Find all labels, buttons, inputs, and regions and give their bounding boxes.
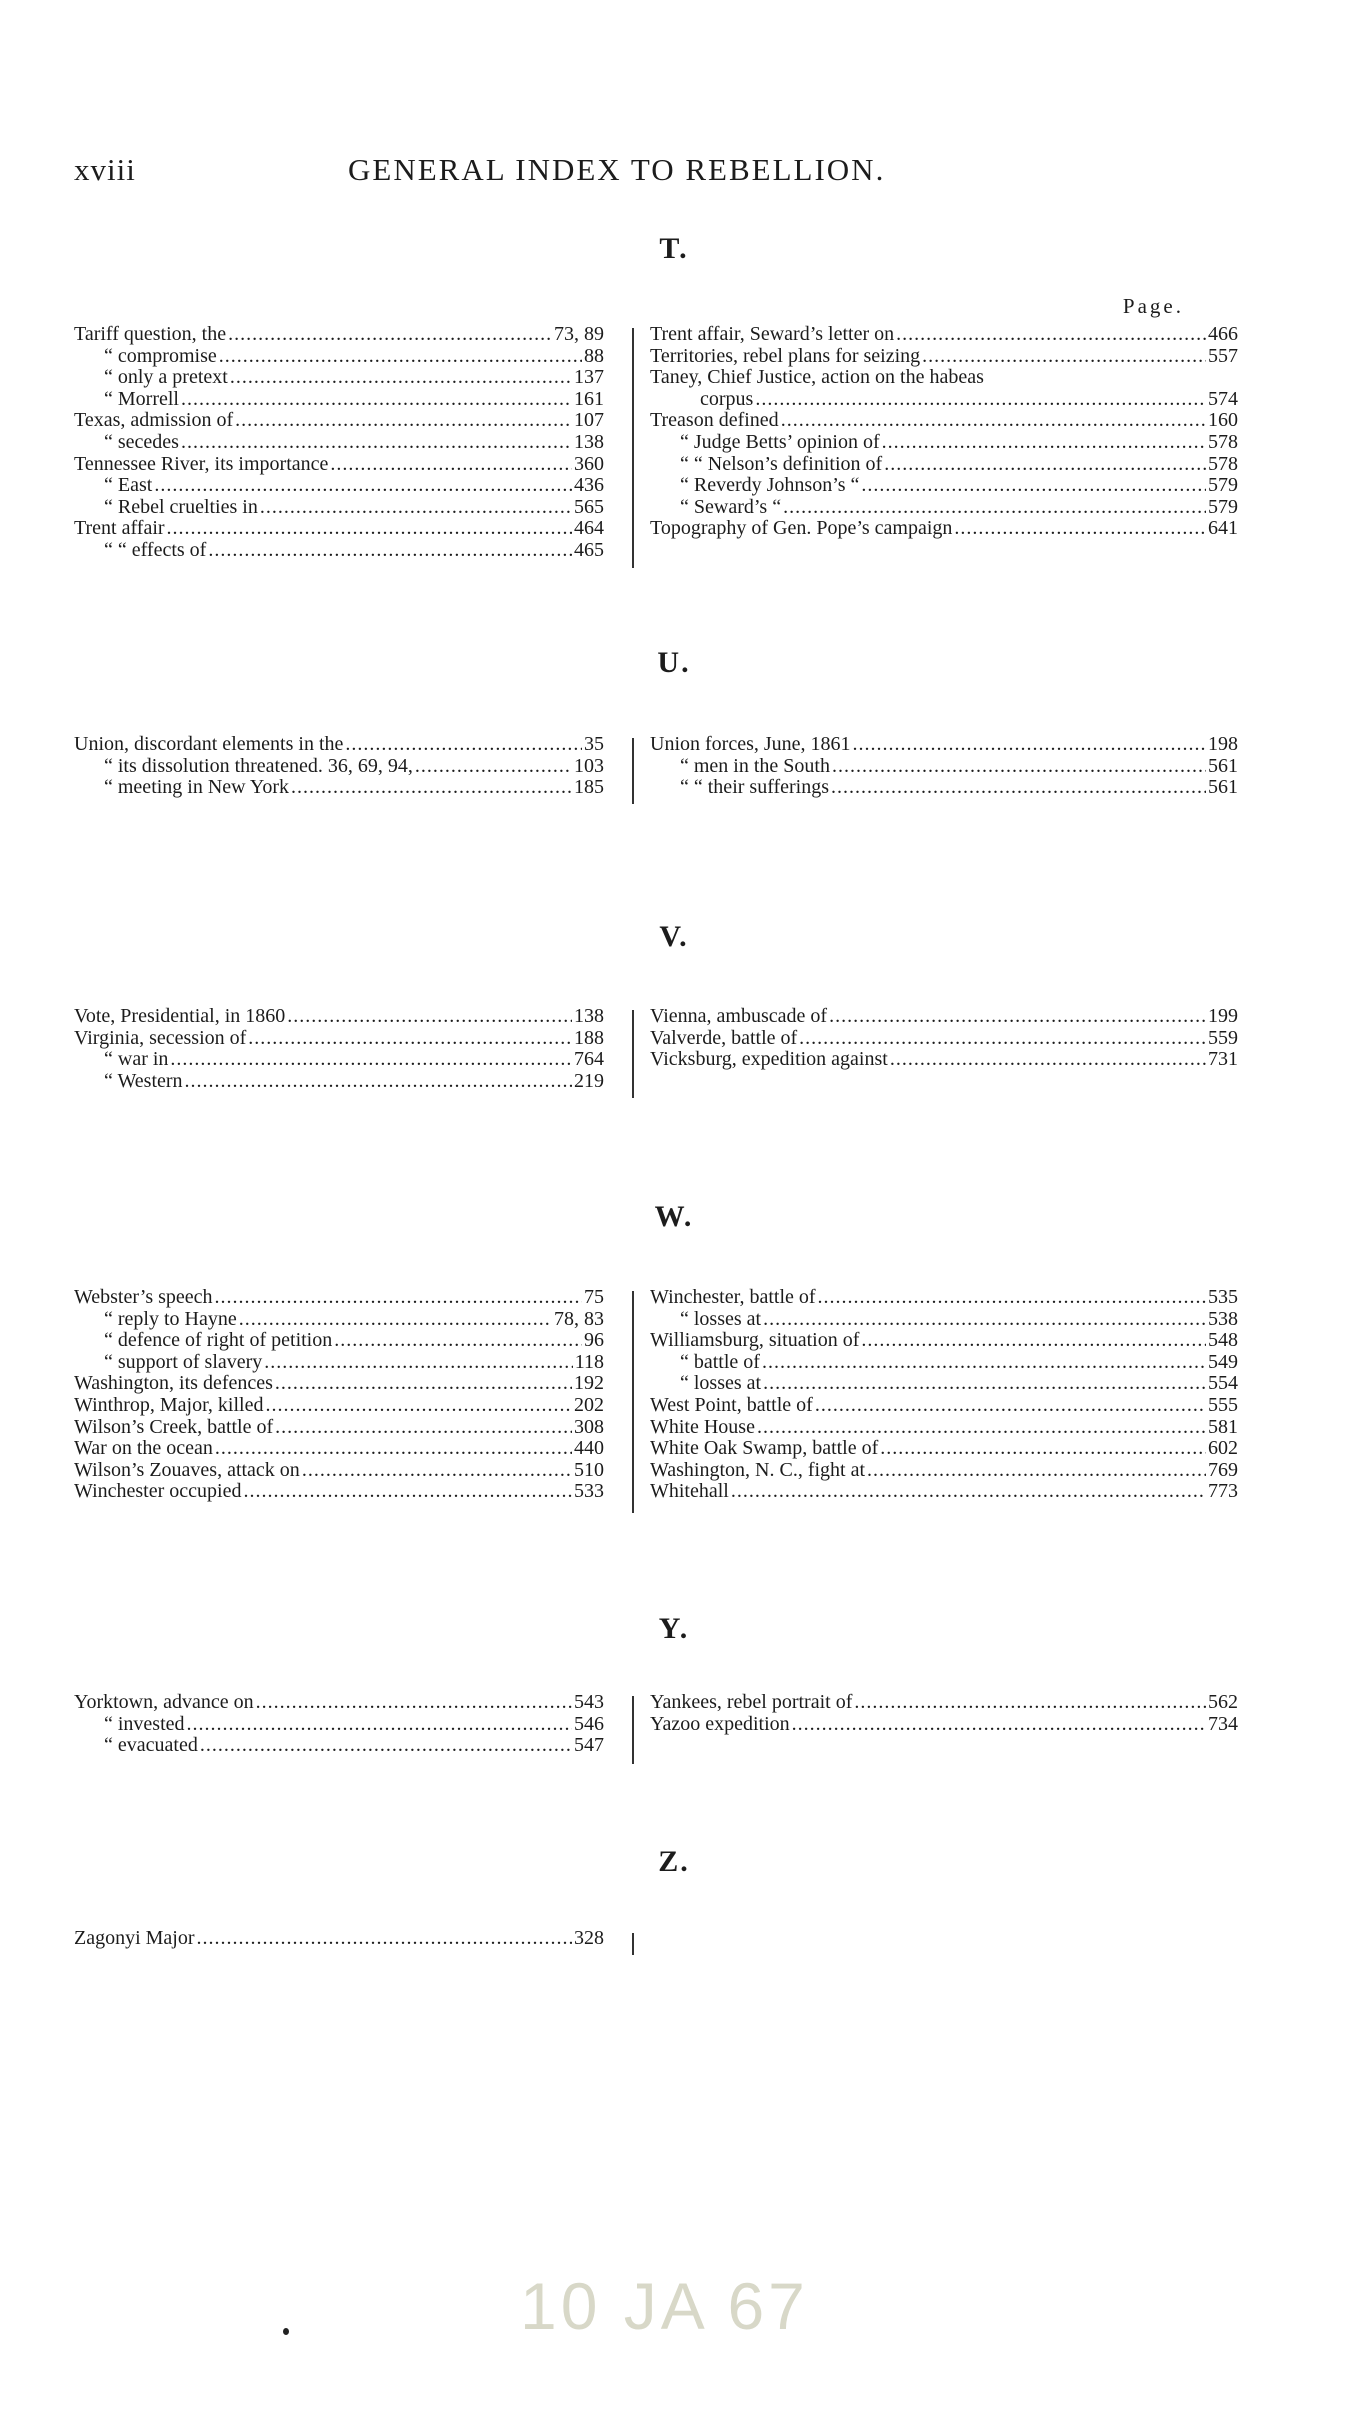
entry-heading: “ Reverdy Johnson’s “ (680, 474, 860, 497)
page-reference: 731 (1208, 1048, 1238, 1071)
page-reference: 360 (574, 452, 604, 475)
index-entry (650, 1714, 1238, 1736)
index-entry (74, 1438, 604, 1460)
dot-leader (781, 410, 1206, 432)
dot-leader (260, 497, 572, 519)
dot-leader (187, 1714, 572, 1736)
entry-heading: Tennessee River, its importance (74, 452, 329, 475)
page-reference: 138 (574, 1005, 604, 1027)
index-entry (74, 540, 604, 562)
page-reference: 199 (1208, 1005, 1238, 1027)
dot-leader (197, 1928, 572, 1950)
index-entry (74, 389, 604, 411)
page-reference: 88 (584, 344, 604, 367)
index-entry (650, 1692, 1238, 1714)
page-reference: 533 (574, 1480, 604, 1503)
left-column (74, 1287, 604, 1503)
right-column (650, 324, 1238, 540)
page-reference: 561 (1208, 754, 1238, 777)
entry-heading: Trent affair, Seward’s letter on (650, 323, 895, 345)
entry-heading: Virginia, secession of (74, 1026, 247, 1049)
page-reference: 466 (1208, 323, 1238, 345)
right-column (650, 1287, 1238, 1503)
page-reference: 581 (1208, 1415, 1238, 1438)
index-entry (74, 1006, 604, 1028)
left-column (74, 324, 604, 562)
entry-heading: “ East (104, 474, 153, 497)
entry-heading: Winchester occupied (74, 1480, 242, 1503)
entry-heading: “ Judge Betts’ opinion of (680, 430, 880, 453)
index-entry (650, 1028, 1238, 1050)
right-column (650, 734, 1238, 799)
dot-leader (167, 518, 572, 540)
index-entry (650, 324, 1238, 346)
dot-leader (783, 497, 1206, 519)
page-reference: 548 (1208, 1329, 1238, 1352)
dot-leader (799, 1028, 1206, 1050)
index-entry (650, 1287, 1238, 1309)
index-entry (650, 1395, 1238, 1417)
dot-leader (264, 1352, 572, 1374)
dot-leader (200, 1735, 572, 1757)
page-reference: 73, 89 (554, 323, 604, 345)
index-entry (650, 1049, 1238, 1071)
entry-heading: Yankees, rebel portrait of (650, 1691, 853, 1713)
page-reference: 557 (1208, 344, 1238, 367)
dot-leader (219, 346, 582, 368)
left-column (74, 1006, 604, 1092)
index-entry (650, 1330, 1238, 1352)
entry-heading: Union, discordant elements in the (74, 733, 344, 755)
index-entry (650, 346, 1238, 368)
entry-heading: War on the ocean (74, 1437, 213, 1460)
index-entry (650, 389, 1238, 411)
entry-heading: Vicksburg, expedition against (650, 1048, 888, 1071)
entry-heading: Trent affair (74, 517, 165, 540)
page-reference: 75 (584, 1286, 604, 1308)
index-entry (650, 432, 1238, 454)
page-reference: 535 (1208, 1286, 1238, 1308)
dot-leader (215, 1287, 582, 1309)
dot-leader (181, 389, 572, 411)
index-entry (74, 1714, 604, 1736)
section-letter: W. (654, 1200, 694, 1233)
index-entry (650, 518, 1238, 540)
entry-heading: “ defence of right of petition (104, 1329, 333, 1352)
index-entry (74, 367, 604, 389)
section-w (74, 1200, 1238, 1580)
page-reference: 160 (1208, 409, 1238, 432)
dot-leader (334, 1330, 582, 1352)
page-reference: 192 (574, 1372, 604, 1395)
entry-heading: Wilson’s Creek, battle of (74, 1415, 274, 1438)
index-entry (650, 367, 1238, 389)
entry-heading: Williamsburg, situation of (650, 1329, 860, 1352)
entry-heading: “ losses at (680, 1372, 762, 1395)
dot-leader (890, 1049, 1206, 1071)
column-divider (632, 1933, 634, 1955)
entry-heading: Zagonyi Major (74, 1927, 195, 1949)
entry-heading: Yorktown, advance on (74, 1691, 254, 1713)
page-reference: 464 (574, 517, 604, 540)
section-letter: V. (659, 920, 689, 953)
entry-heading: “ Western (104, 1069, 183, 1092)
dot-leader (853, 734, 1206, 756)
page-reference: 769 (1208, 1458, 1238, 1481)
entry-heading: “ invested (104, 1712, 185, 1735)
dot-leader (248, 1028, 572, 1050)
page-reference: 543 (574, 1691, 604, 1713)
index-entry (650, 454, 1238, 476)
index-entry (650, 1438, 1238, 1460)
index-entry (650, 475, 1238, 497)
index-entry (74, 1460, 604, 1482)
page-reference: 555 (1208, 1393, 1238, 1416)
dot-leader (792, 1714, 1206, 1736)
column-divider (632, 738, 634, 804)
page-reference: 35 (584, 733, 604, 755)
left-column (74, 1928, 604, 1950)
entry-heading: “ meeting in New York (104, 776, 289, 799)
section-letter: U. (657, 646, 691, 679)
page-reference: 78, 83 (554, 1307, 604, 1330)
dot-leader (230, 367, 572, 389)
dot-leader (763, 1373, 1206, 1395)
dot-leader (291, 777, 572, 799)
section-v (74, 920, 1238, 1140)
dot-leader (831, 777, 1206, 799)
entry-heading: Washington, its defences (74, 1372, 273, 1395)
entry-heading: “ war in (104, 1048, 169, 1071)
page-reference: 578 (1208, 452, 1238, 475)
entry-heading: “ secedes (104, 430, 179, 453)
dot-leader (922, 346, 1206, 368)
page-reference: 547 (574, 1734, 604, 1757)
dot-leader (896, 324, 1206, 346)
page-reference: 219 (574, 1069, 604, 1092)
page-reference: 554 (1208, 1372, 1238, 1395)
dot-leader (154, 475, 572, 497)
dot-leader (832, 756, 1206, 778)
entry-heading: “ Rebel cruelties in (104, 495, 258, 518)
page-reference: 549 (1208, 1350, 1238, 1373)
column-divider (632, 1291, 634, 1513)
entry-heading: “ reply to Hayne (104, 1307, 237, 1330)
index-entry (74, 1417, 604, 1439)
library-date-stamp: 10 JA 67 (520, 2269, 809, 2343)
entry-heading: “ support of slavery (104, 1350, 263, 1373)
entry-heading: Territories, rebel plans for seizing (650, 344, 921, 367)
index-entry (74, 1928, 604, 1950)
page-reference: 103 (574, 754, 604, 777)
page-reference: 578 (1208, 430, 1238, 453)
index-entry (74, 1309, 604, 1331)
index-entry (74, 1049, 604, 1071)
index-entry (74, 1287, 604, 1309)
dot-leader (854, 1692, 1206, 1714)
dot-leader (243, 1481, 572, 1503)
page-reference: 328 (574, 1927, 604, 1949)
dot-leader (415, 756, 572, 778)
dot-leader (345, 734, 582, 756)
dot-leader (763, 1309, 1206, 1331)
index-entry (650, 1417, 1238, 1439)
index-entry (74, 1481, 604, 1503)
section-t (74, 232, 1238, 612)
index-entry (650, 1006, 1238, 1028)
entry-heading: “ battle of (680, 1350, 760, 1373)
section-z (74, 1845, 1184, 1965)
entry-heading: Winchester, battle of (650, 1286, 816, 1308)
index-entry (650, 1309, 1238, 1331)
page-reference: 734 (1208, 1712, 1238, 1735)
index-entry (650, 756, 1238, 778)
page-reference: 198 (1208, 733, 1238, 755)
page-reference: 185 (574, 776, 604, 799)
entry-heading: Whitehall (650, 1480, 729, 1503)
entry-heading: Vienna, ambuscade of (650, 1005, 828, 1027)
entry-heading: “ losses at (680, 1307, 762, 1330)
page-reference: 764 (574, 1048, 604, 1071)
index-entry (74, 497, 604, 519)
column-divider (632, 1696, 634, 1764)
index-entry (74, 324, 604, 346)
entry-heading: Texas, admission of (74, 409, 234, 432)
page-reference: 574 (1208, 387, 1238, 410)
entry-heading: Topography of Gen. Pope’s campaign (650, 517, 953, 540)
entry-heading: Taney, Chief Justice, action on the habeas (650, 366, 984, 389)
dot-leader (170, 1049, 572, 1071)
page-reference: 118 (574, 1350, 604, 1373)
entry-heading: corpus (700, 387, 754, 410)
entry-heading: “ Seward’s “ (680, 495, 782, 518)
page-reference: 436 (574, 474, 604, 497)
index-entry (74, 1028, 604, 1050)
dot-leader (762, 1352, 1206, 1374)
dot-leader (818, 1287, 1206, 1309)
dot-leader (208, 540, 572, 562)
dot-leader (302, 1460, 572, 1482)
section-y (74, 1612, 1238, 1772)
entry-heading: Union forces, June, 1861 (650, 733, 851, 755)
dot-leader (757, 1417, 1206, 1439)
ink-speck (283, 2328, 289, 2335)
page-reference: 773 (1208, 1480, 1238, 1503)
index-entry (74, 734, 604, 756)
entry-heading: Webster’s speech (74, 1286, 213, 1308)
dot-leader (181, 432, 572, 454)
page-reference: 546 (574, 1712, 604, 1735)
entry-heading: “ compromise (104, 344, 217, 367)
page-reference: 308 (574, 1415, 604, 1438)
section-letter: Z. (658, 1845, 690, 1878)
page-reference: 188 (574, 1026, 604, 1049)
page-column-label: Page. (1122, 294, 1184, 318)
index-entry (74, 756, 604, 778)
dot-leader (228, 324, 552, 346)
index-entry (74, 432, 604, 454)
dot-leader (954, 518, 1206, 540)
dot-leader (867, 1460, 1206, 1482)
left-column (74, 734, 604, 799)
running-title: GENERAL INDEX TO REBELLION. (348, 152, 886, 187)
entry-heading: “ “ Nelson’s definition of (680, 452, 883, 475)
index-entry (74, 1352, 604, 1374)
entry-heading: “ its dissolution threatened. 36, 69, 94, (104, 754, 413, 777)
dot-leader (882, 432, 1206, 454)
entry-heading: Treason defined (650, 409, 779, 432)
index-entry (650, 410, 1238, 432)
dot-leader (287, 1006, 572, 1028)
page-reference: 465 (574, 538, 604, 561)
index-entry (74, 1071, 604, 1093)
index-entry (74, 346, 604, 368)
dot-leader (731, 1481, 1206, 1503)
index-entry (650, 1352, 1238, 1374)
index-entry (74, 454, 604, 476)
page-reference: 538 (1208, 1307, 1238, 1330)
page-reference: 562 (1208, 1691, 1238, 1713)
index-entry (650, 777, 1238, 799)
index-entry (74, 777, 604, 799)
index-entry (650, 1481, 1238, 1503)
right-column (650, 1692, 1238, 1735)
entry-heading: “ evacuated (104, 1734, 198, 1757)
dot-leader (861, 475, 1206, 497)
dot-leader (275, 1373, 572, 1395)
index-entry (74, 475, 604, 497)
entry-heading: “ Morrell (104, 387, 179, 410)
page-reference: 641 (1208, 517, 1238, 540)
entry-heading: “ only a pretext (104, 366, 228, 389)
index-entry (74, 1692, 604, 1714)
entry-heading: Yazoo expedition (650, 1712, 790, 1735)
index-entry (74, 410, 604, 432)
dot-leader (215, 1438, 572, 1460)
entry-heading: West Point, battle of (650, 1393, 813, 1416)
dot-leader (884, 454, 1206, 476)
left-column (74, 1692, 604, 1757)
dot-leader (235, 410, 572, 432)
entry-heading: White Oak Swamp, battle of (650, 1437, 879, 1460)
section-u (74, 646, 1238, 846)
page-reference: 107 (574, 409, 604, 432)
right-column (650, 1006, 1238, 1071)
dot-leader (880, 1438, 1206, 1460)
index-entry (74, 1330, 604, 1352)
index-entry (74, 1395, 604, 1417)
page-reference: 579 (1208, 474, 1238, 497)
dot-leader (330, 454, 572, 476)
page-reference: 440 (574, 1437, 604, 1460)
entry-heading: “ “ effects of (104, 538, 207, 561)
index-entry (650, 1373, 1238, 1395)
dot-leader (829, 1006, 1206, 1028)
index-entry (650, 497, 1238, 519)
dot-leader (275, 1417, 572, 1439)
column-divider (632, 328, 634, 568)
dot-leader (861, 1330, 1206, 1352)
column-divider (632, 1010, 634, 1098)
entry-heading: Winthrop, Major, killed (74, 1393, 264, 1416)
page-reference: 559 (1208, 1026, 1238, 1049)
entry-heading: White House (650, 1415, 755, 1438)
page-reference: 561 (1208, 776, 1238, 799)
dot-leader (185, 1071, 572, 1093)
index-entry (74, 518, 604, 540)
page-reference: 510 (574, 1458, 604, 1481)
entry-heading: Tariff question, the (74, 323, 227, 345)
section-letter: T. (659, 232, 689, 265)
entry-heading: Washington, N. C., fight at (650, 1458, 866, 1481)
page-reference: 96 (584, 1329, 604, 1352)
page-reference: 602 (1208, 1437, 1238, 1460)
dot-leader (239, 1309, 552, 1331)
entry-heading: Wilson’s Zouaves, attack on (74, 1458, 300, 1481)
entry-heading: “ “ their sufferings (680, 776, 830, 799)
dot-leader (256, 1692, 572, 1714)
index-entry (74, 1373, 604, 1395)
page-reference: 202 (574, 1393, 604, 1416)
page-header (0, 152, 1359, 192)
page-reference: 161 (574, 387, 604, 410)
section-letter: Y. (658, 1612, 690, 1645)
page-reference: 137 (574, 366, 604, 389)
page-reference: 565 (574, 495, 604, 518)
entry-heading: Vote, Presidential, in 1860 (74, 1005, 286, 1027)
entry-heading: Valverde, battle of (650, 1026, 798, 1049)
index-entry (650, 734, 1238, 756)
index-entry (74, 1735, 604, 1757)
page-reference: 138 (574, 430, 604, 453)
page-number: xviii (74, 152, 136, 187)
page-reference: 579 (1208, 495, 1238, 518)
dot-leader (265, 1395, 572, 1417)
index-entry (650, 1460, 1238, 1482)
entry-heading: “ men in the South (680, 754, 830, 777)
dot-leader (755, 389, 1206, 411)
dot-leader (815, 1395, 1206, 1417)
